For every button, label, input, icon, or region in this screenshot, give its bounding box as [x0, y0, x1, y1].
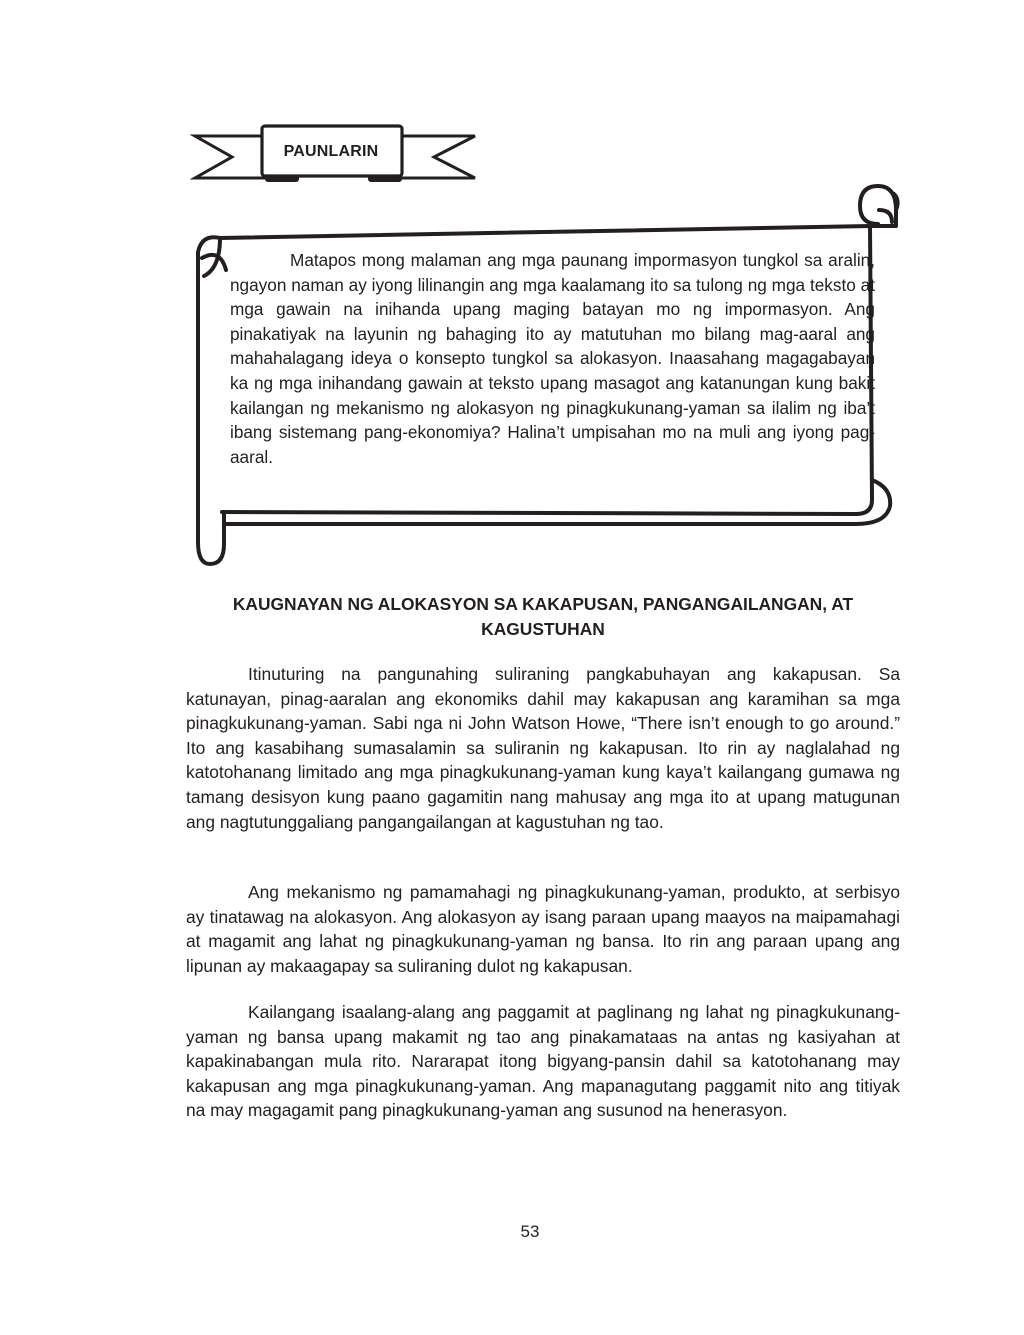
page-number: 53 — [520, 1222, 540, 1241]
intro-text: Matapos mong malaman ang mga paunang impormasyon tungkol sa aralin, ngayon naman ay iyong lilinangin ang mga kaalamang ito sa tulong ng mga teksto at mga gawain na inihanda upang maging batayan mo ng impormasyon. Ang pinakatiyak na layunin ng bahaging ito ay matutuhan mo bilang mag-aaral ang mahahalagang ideya o konsepto tungkol sa alokasyon. Inaasahang magagabayan ka ng mga inihandang gawain at teksto upang masagot ang katanungan kung bakit kailangan ng mekanismo ng alokasyon ng pinagkukunang-yaman sa ilalim ng iba’t ibang sistemang pang-ekonomiya? Halina’t umpisahan mo na muli ang iyong pag-aaral. — [230, 250, 875, 467]
intro-scroll — [180, 180, 910, 570]
section-title: KAUGNAYAN NG ALOKASYON SA KAKAPUSAN, PANGANGAILANGAN, AT KAGUSTUHAN — [232, 594, 854, 639]
body-paragraph-3: Kailangang isaalang-alang ang paggamit at paglinang ng lahat ng pinagkukunang-yaman ng bansa upang makamit ng tao ang pinakamataas na antas ng kasiyahan at kapakinabangan mula rito. Nararapat itong bigyang-pansin dahil sa katotohanang may kakapusan ang mga pinagkukunang-yaman. Ang mapanagutang paggamit nito ang titiyak na may magagamit pang pinagkukunang-yaman ang susunod na henerasyon. — [186, 1002, 900, 1121]
body-paragraph-1: Itinuturing na pangunahing suliraning pangkabuhayan ang kakapusan. Sa katunayan, pinag-aaralan ang ekonomiks dahil may kakapusan ang karamihan sa mga pinagkukunang-yaman. Sabi nga ni John Watson Howe, “There isn’t enough to go around.” Ito ang kasabihang sumasalamin sa suliranin ng kakapusan. Ito rin ay naglalahad ng katotohanang limitado ang mga pinagkukunang-yaman kung kaya’t kailangang gumawa ng tamang desisyon kung paano gagamitin nang mahusay ang mga ito at upang matugunan ang nagtutunggaliang pangangailangan at kagustuhan ng tao. — [186, 664, 900, 832]
body-paragraph-2: Ang mekanismo ng pamamahagi ng pinagkukunang-yaman, produkto, at serbisyo ay tinatawag na alokasyon. Ang alokasyon ay isang paraan upang maayos na maipamahagi at magamit ang lahat ng pinagkukunang-yaman ng bansa. Ito rin ang paraan upang ang lipunan ay makaagapay sa suliraning dulot ng kakapusan. — [186, 882, 900, 976]
banner-label: PAUNLARIN — [283, 143, 379, 160]
